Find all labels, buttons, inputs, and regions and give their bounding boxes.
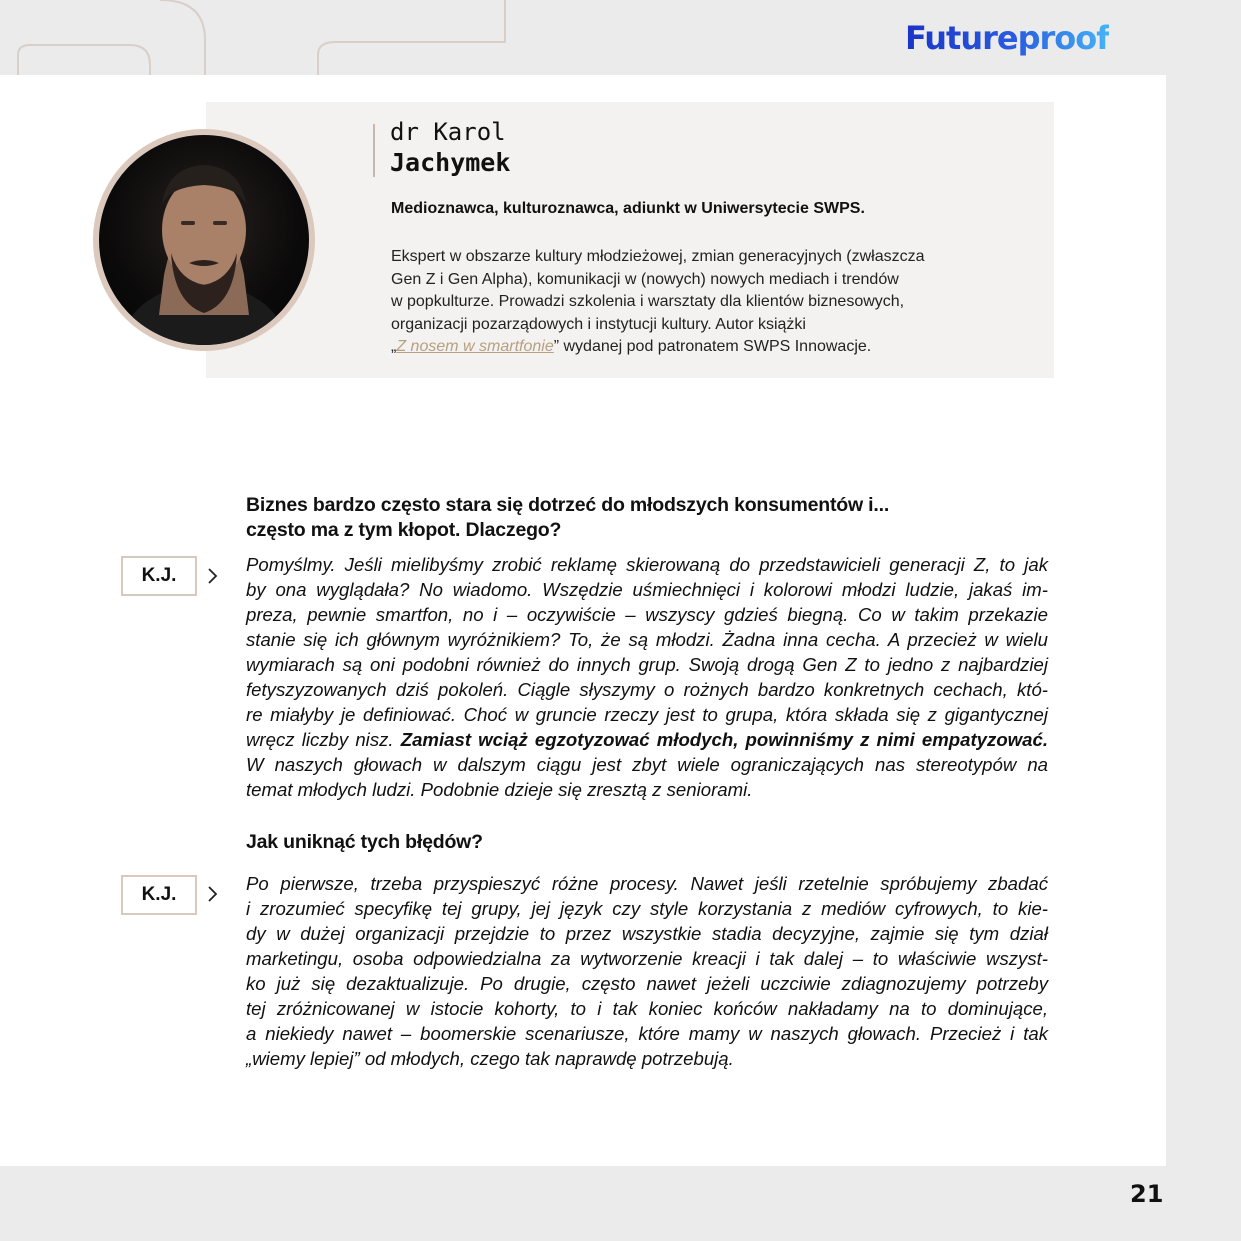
bio-line: organizacji pozarządowych i instytucji kultury. Autor książki [391,315,806,333]
speaker-badge: K.J. [121,556,197,596]
bio-line: Ekspert w obszarze kultury młodzieżowej, zmian generacyjnych (zwłaszcza [391,248,925,265]
chevron-right-icon [205,566,219,586]
answer-text: wręcz liczby nisz. [246,729,401,750]
portrait-illustration [99,135,309,345]
author-first-name: dr Karol [390,118,506,146]
answer-line: „wiemy lepiej” od młodych, czego tak naprawdę potrzebują. [246,1048,734,1069]
chevron-right-icon [205,884,219,904]
author-bio [391,246,1031,359]
question-1 [246,493,889,543]
answer-line: W naszych głowach w dalszym ciągu jest zbyt wiele ograniczających nas stereotypów na [246,754,1048,775]
book-link[interactable]: Z nosem w smartfonie [396,338,554,356]
answer-line: fetyszyzowanych dziś pokoleń. Ciągle słyszymy o rożnych bardzo konkretnych cechach, któ- [246,679,1048,700]
answer-2 [246,871,1048,1071]
answer-line: i zrozumieć specyfikę tej grupy, jej język czy style korzystania z mediów cyfrowych, to kie- [246,898,1048,919]
answer-line: temat młodych ludzi. Podobnie dzieje się zresztą z seniorami. [246,779,753,800]
author-avatar [93,129,315,351]
answer-1 [246,552,1048,802]
answer-line: stanie się ich głównym wyróżnikiem? To, że są młodzi. Żadna inna cecha. A przecież w wielu [246,629,1048,650]
question-line: często ma z tym kłopot. Dlaczego? [246,519,562,541]
quote-open: „ [391,338,397,356]
answer-line: Po pierwsze, trzeba przyspieszyć różne procesy. Nawet jeśli rzetelnie spróbujemy zbadać [246,873,1048,894]
answer-line: tej zróżnicowanej w istocie kohorty, to i tak koniec końców nakładamy na to dominujące, [246,998,1048,1019]
answer-line: dy w dużej organizacji przejdzie to przez wszystkie stadia decyzyjne, zajmie się tym dział [246,923,1048,944]
decorative-outline-shapes [0,0,520,75]
answer-line: by ona wyglądała? No wiadomo. Wszędzie uśmiechnięci i kolorowi młodzi ludzie, jakaś im- [246,579,1048,600]
answer-line: ko już się dezaktualizuje. Po drugie, często nawet jeżeli uczciwie zdiagnozujemy potrzeby [246,973,1048,994]
bio-line: Gen Z i Gen Alpha), komunikacji w (nowych) nowych mediach i trendów [391,270,899,288]
answer-line: marketingu, osoba odpowiedzialna za wytworzenie kreacji i tak dalej – to właściwie wszyst- [246,948,1048,969]
bio-line-end: ” wydanej pod patronatem SWPS Innowacje. [553,338,872,356]
author-last-name: Jachymek [390,148,511,177]
author-role: Medioznawca, kulturoznawca, adiunkt w Uniwersytecie SWPS. [391,200,865,217]
answer-line: re miałyby je definiować. Choć w gruncie rzeczy jest to grupa, która składa się z gigantycznej [246,704,1048,725]
speaker-badge: K.J. [121,875,197,915]
answer-line: wymiarach są oni podobni również do innych grup. Swoją drogą Gen Z to jedno z najbardziej [246,654,1048,675]
answer-line: preza, pewnie smartfon, no i – oczywiście – wszyscy gdzieś biegną. Co w takim przekazie [246,604,1048,625]
question-line: Biznes bardzo często stara się dotrzeć do młodszych konsumentów i... [246,494,890,516]
answer-line [246,727,1048,752]
question-line: Jak uniknąć tych błędów? [246,831,483,853]
name-accent-bar [373,124,375,177]
bio-line [391,336,1031,359]
futureproof-logo: Futureproof [905,16,1109,60]
answer-line: a niekiedy nawet – boomerskie scenariusze, które mamy w naszych głowach. Przecież i tak [246,1023,1048,1044]
page-number: 21 [1130,1180,1164,1208]
question-2 [246,830,483,855]
answer-line: Pomyślmy. Jeśli mielibyśmy zrobić reklamę skierowaną do przedstawicieli generacji Z, to jak [246,554,1048,575]
author-photo [99,135,309,345]
answer-highlight: Zamiast wciąż egzotyzować młodych, powinniśmy z nimi empatyzować. [400,729,1048,750]
bio-line: w popkulturze. Prowadzi szkolenia i warsztaty dla klientów biznesowych, [391,293,905,311]
